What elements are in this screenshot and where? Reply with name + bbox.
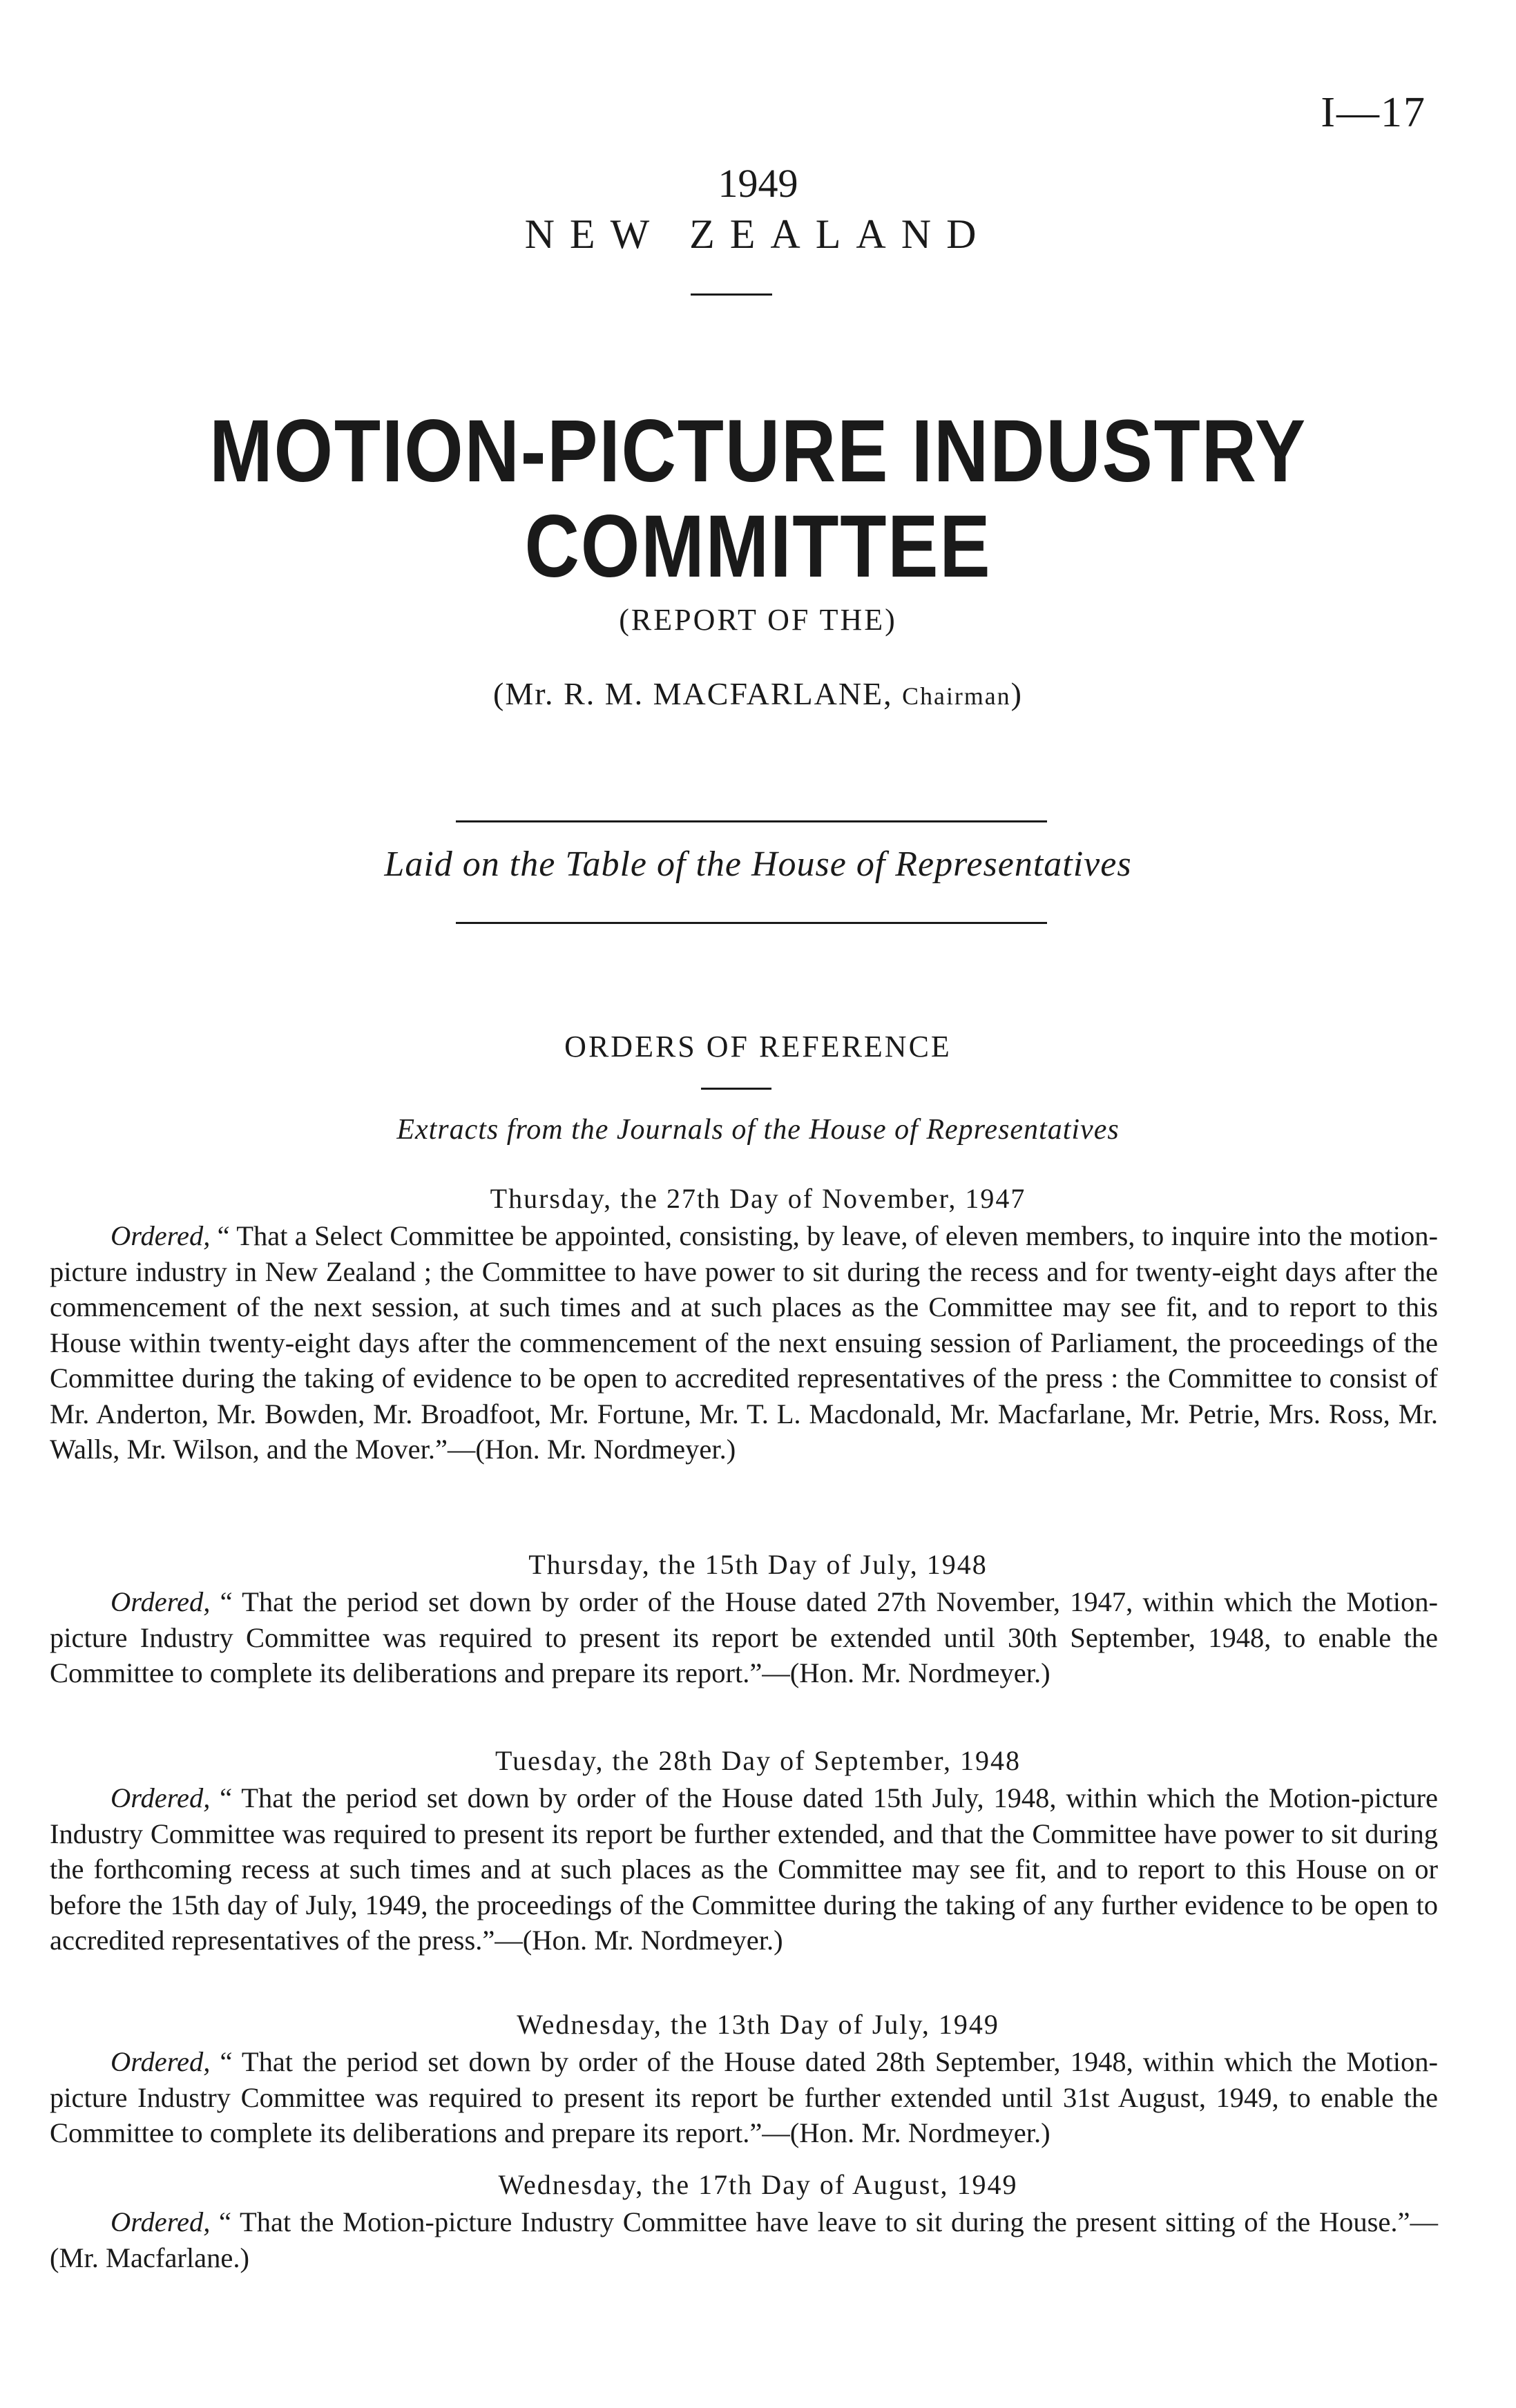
- order-body: “ That the period set down by order of the House dated 27th November, 1947, within which the Motion-picture Industry Committee was required to present its report be extended until 30th September, 1948, to enable the Committee to complete its deliberations and prepare its report.”—(Hon. Mr. Nordmeyer.): [50, 1586, 1438, 1688]
- order-body: “ That a Select Committee be appointed, consisting, by leave, of eleven members, to inquire into the motion-picture industry in New Zealand ; the Committee to have power to sit during the recess and for twenty-eight days after the commencement of the next session, at such times and at such places as the Committee may see fit, and to report to this House within twenty-eight days after the commencement of the next ensuing session of Parliament, the proceedings of the Committee during the taking of evidence to be open to accredited representatives of the press : the Committee to consist of Mr. Anderton, Mr. Bowden, Mr. Broadfoot, Mr. Fortune, Mr. T. L. Macdonald, Mr. Macfarlane, Mr. Petrie, Mrs. Ross, Mr. Walls, Mr. Wilson, and the Mover.”—(Hon. Mr. Nordmeyer.): [50, 1220, 1438, 1465]
- entry-text-1948-07-15: [50, 1584, 1438, 1691]
- entry-date-1949-08-17: Wednesday, the 17th Day of August, 1949: [498, 2169, 1018, 2200]
- chairman-line: [0, 675, 1516, 712]
- entry-date-1949-07-13: Wednesday, the 13th Day of July, 1949: [517, 2009, 999, 2040]
- extracts-subheading: Extracts from the Journals of the House of Representatives: [396, 1114, 1120, 1146]
- report-title-line-1: MOTION-PICTURE INDUSTRY: [209, 402, 1307, 501]
- entry-date-1948-09-28: Tuesday, the 28th Day of September, 1948: [495, 1745, 1021, 1776]
- order-body: “ That the Motion-picture Industry Committee have leave to sit during the present sitting of the House.”—(Mr. Macfarlane.): [50, 2206, 1438, 2273]
- report-subtitle: (REPORT OF THE): [619, 603, 897, 637]
- laid-on-table-line: Laid on the Table of the House of Representatives: [384, 845, 1132, 884]
- heading-divider: [691, 293, 772, 296]
- entry-date-1948-07-15: Thursday, the 15th Day of July, 1948: [528, 1549, 988, 1580]
- order-body: “ That the period set down by order of the House dated 28th September, 1948, within which the Motion-picture Industry Committee was required to present its report be further extended until 31st August, 1949, to enable the Committee to complete its deliberations and prepare its report.”—(Hon. Mr. Nordmeyer.): [50, 2046, 1438, 2148]
- orders-of-reference-heading: ORDERS OF REFERENCE: [564, 1030, 952, 1063]
- order-body: “ That the period set down by order of the House dated 15th July, 1948, within which the Motion-picture Industry Committee was required to present its report be further extended, and that the Committee have power to sit during the forthcoming recess at such times and at such places as the Committee may see fit, and to report to this House on or before the 15th day of July, 1949, the proceedings of the Committee during the taking of any further evidence to be open to accredited representatives of the press.”—(Hon. Mr. Nordmeyer.): [50, 1782, 1438, 1956]
- ordered-label: Ordered,: [111, 1586, 211, 1617]
- page-identifier: I—17: [1321, 89, 1426, 136]
- ordered-label: Ordered,: [111, 1782, 211, 1813]
- chairman-role: Chairman: [902, 682, 1011, 710]
- entry-text-1949-07-13: [50, 2044, 1438, 2151]
- report-title-line-2: COMMITTEE: [524, 497, 992, 596]
- country-heading: NEW ZEALAND: [524, 211, 992, 257]
- entry-text-1947-11-27: [50, 1218, 1438, 1467]
- chairman-open-paren: (: [493, 676, 506, 711]
- chairman-name: R. M. MACFARLANE,: [554, 676, 903, 711]
- entry-text-1949-08-17: [50, 2204, 1438, 2275]
- entry-date-1947-11-27: Thursday, the 27th Day of November, 1947: [490, 1183, 1026, 1214]
- chairman-close-paren: ): [1010, 676, 1023, 711]
- ordered-label: Ordered,: [111, 2206, 211, 2237]
- laid-rule-bottom: [456, 922, 1047, 924]
- orders-divider: [701, 1088, 771, 1090]
- entry-text-1948-09-28: [50, 1780, 1438, 1958]
- document-year: 1949: [718, 161, 798, 206]
- laid-rule-top: [456, 820, 1047, 822]
- chairman-honorific: Mr.: [505, 676, 555, 711]
- ordered-label: Ordered,: [111, 1220, 211, 1251]
- ordered-label: Ordered,: [111, 2046, 211, 2077]
